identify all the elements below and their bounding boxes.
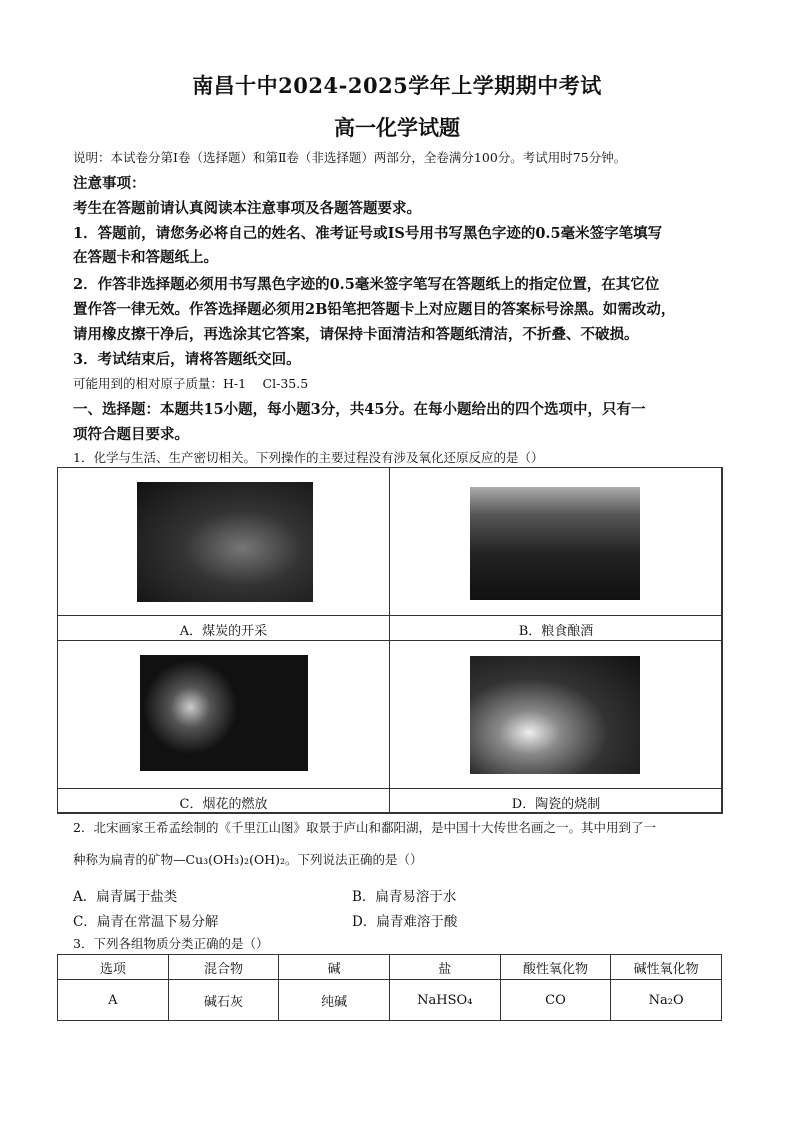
q2-stem-b	[73, 850, 733, 868]
q2-formula: Cu₃(OH₃)₂(OH)₂	[185, 852, 285, 867]
q1-cell-a	[57, 467, 390, 641]
q1-option-b: B．粮食酿酒	[518, 624, 594, 639]
section1-heading-a: 一、选择题：本题共15小题，每小题3分，共45分。在每小题给出的四个选项中，只有一	[73, 401, 646, 418]
q3-header-cell: 碱	[279, 955, 390, 980]
q3-header-cell: 碱性氧化物	[611, 955, 722, 980]
atomic-mass-line: 可能用到的相对原子质量：H-1 Cl-35.5	[73, 376, 309, 391]
q1-option-d: D．陶瓷的烧制	[511, 797, 601, 812]
q1-stem: 1．化学与生活、生产密切相关。下列操作的主要过程没有涉及氧化还原反应的是（）	[73, 450, 544, 465]
q1-cell-b	[389, 467, 723, 641]
coal-mining-photo	[137, 482, 313, 602]
notice-title: 注意事项：	[73, 175, 146, 192]
q1-cell-c	[57, 640, 390, 814]
q2-option-b: B．扁青易溶于水	[352, 889, 457, 905]
notice-item-1b: 在答题卡和答题纸上。	[73, 249, 218, 266]
q3-table-row	[58, 980, 722, 1021]
q2-stem-b-prefix: 种称为扁青的矿物—	[73, 852, 186, 867]
q3-cell: CO	[500, 980, 611, 1021]
q3-header-cell: 酸性氧化物	[500, 955, 611, 980]
notice-item-2c: 请用橡皮擦干净后，再选涂其它答案，请保持卡面清洁和答题纸清洁，不折叠、不破损。	[73, 326, 639, 343]
q1-option-c: C．烟花的燃放	[179, 797, 268, 812]
section1-heading-b: 项符合题目要求。	[73, 426, 189, 443]
notice-item-2a: 2．作答非选择题必须用书写黑色字迹的0.5毫米签字笔写在答题纸上的指定位置，在其它位	[73, 276, 660, 293]
q1-option-a: A．煤炭的开采	[179, 624, 268, 639]
ceramic-firing-photo	[470, 656, 640, 774]
exam-title: 南昌十中2024-2025学年上学期期中考试	[192, 73, 602, 98]
q2-stem-a: 2．北宋画家王希孟绘制的《千里江山图》取景于庐山和鄱阳湖，是中国十大传世名画之一。其中用到了一	[73, 820, 656, 835]
q3-header-cell: 选项	[58, 955, 169, 980]
notice-item-1a: 1．答题前，请您务必将自己的姓名、准考证号或IS号用书写黑色字迹的0.5毫米签字笔填写	[73, 225, 663, 242]
q3-stem: 3．下列各组物质分类正确的是（）	[73, 936, 269, 951]
exam-subtitle: 高一化学试题	[334, 115, 460, 140]
q2-option-c: C．扁青在常温下易分解	[73, 914, 219, 930]
notice-item-2b: 置作答一律无效。作答选择题必须用2B铅笔把答题卡上对应题目的答案标号涂黑。如需改动，	[73, 301, 676, 318]
q3-table	[57, 954, 722, 1021]
notice-lead: 考生在答题前请认真阅读本注意事项及各题答题要求。	[73, 200, 421, 217]
q3-header-cell: 混合物	[168, 955, 279, 980]
q3-header-cell: 盐	[389, 955, 500, 980]
q3-cell: 纯碱	[279, 980, 390, 1021]
q3-header-row	[58, 955, 722, 980]
grain-brewing-photo	[470, 487, 640, 600]
q3-cell: 碱石灰	[168, 980, 279, 1021]
q2-stem-b-suffix: 。下列说法正确的是（）	[284, 852, 423, 867]
q2-option-d: D．扁青难溶于酸	[352, 914, 458, 930]
q1-cell-d	[389, 640, 723, 814]
q1-option-grid	[57, 467, 722, 813]
q2-option-a: A．扁青属于盐类	[73, 889, 178, 905]
q3-cell: Na₂O	[611, 980, 722, 1021]
fireworks-photo	[140, 655, 308, 771]
exam-description: 说明：本试卷分第Ⅰ卷（选择题）和第Ⅱ卷（非选择题）两部分，全卷满分100分。考试用时75分钟。	[73, 150, 627, 165]
notice-item-3: 3．考试结束后，请将答题纸交回。	[73, 351, 301, 368]
q3-cell: NaHSO₄	[389, 980, 500, 1021]
q3-cell: A	[58, 980, 169, 1021]
